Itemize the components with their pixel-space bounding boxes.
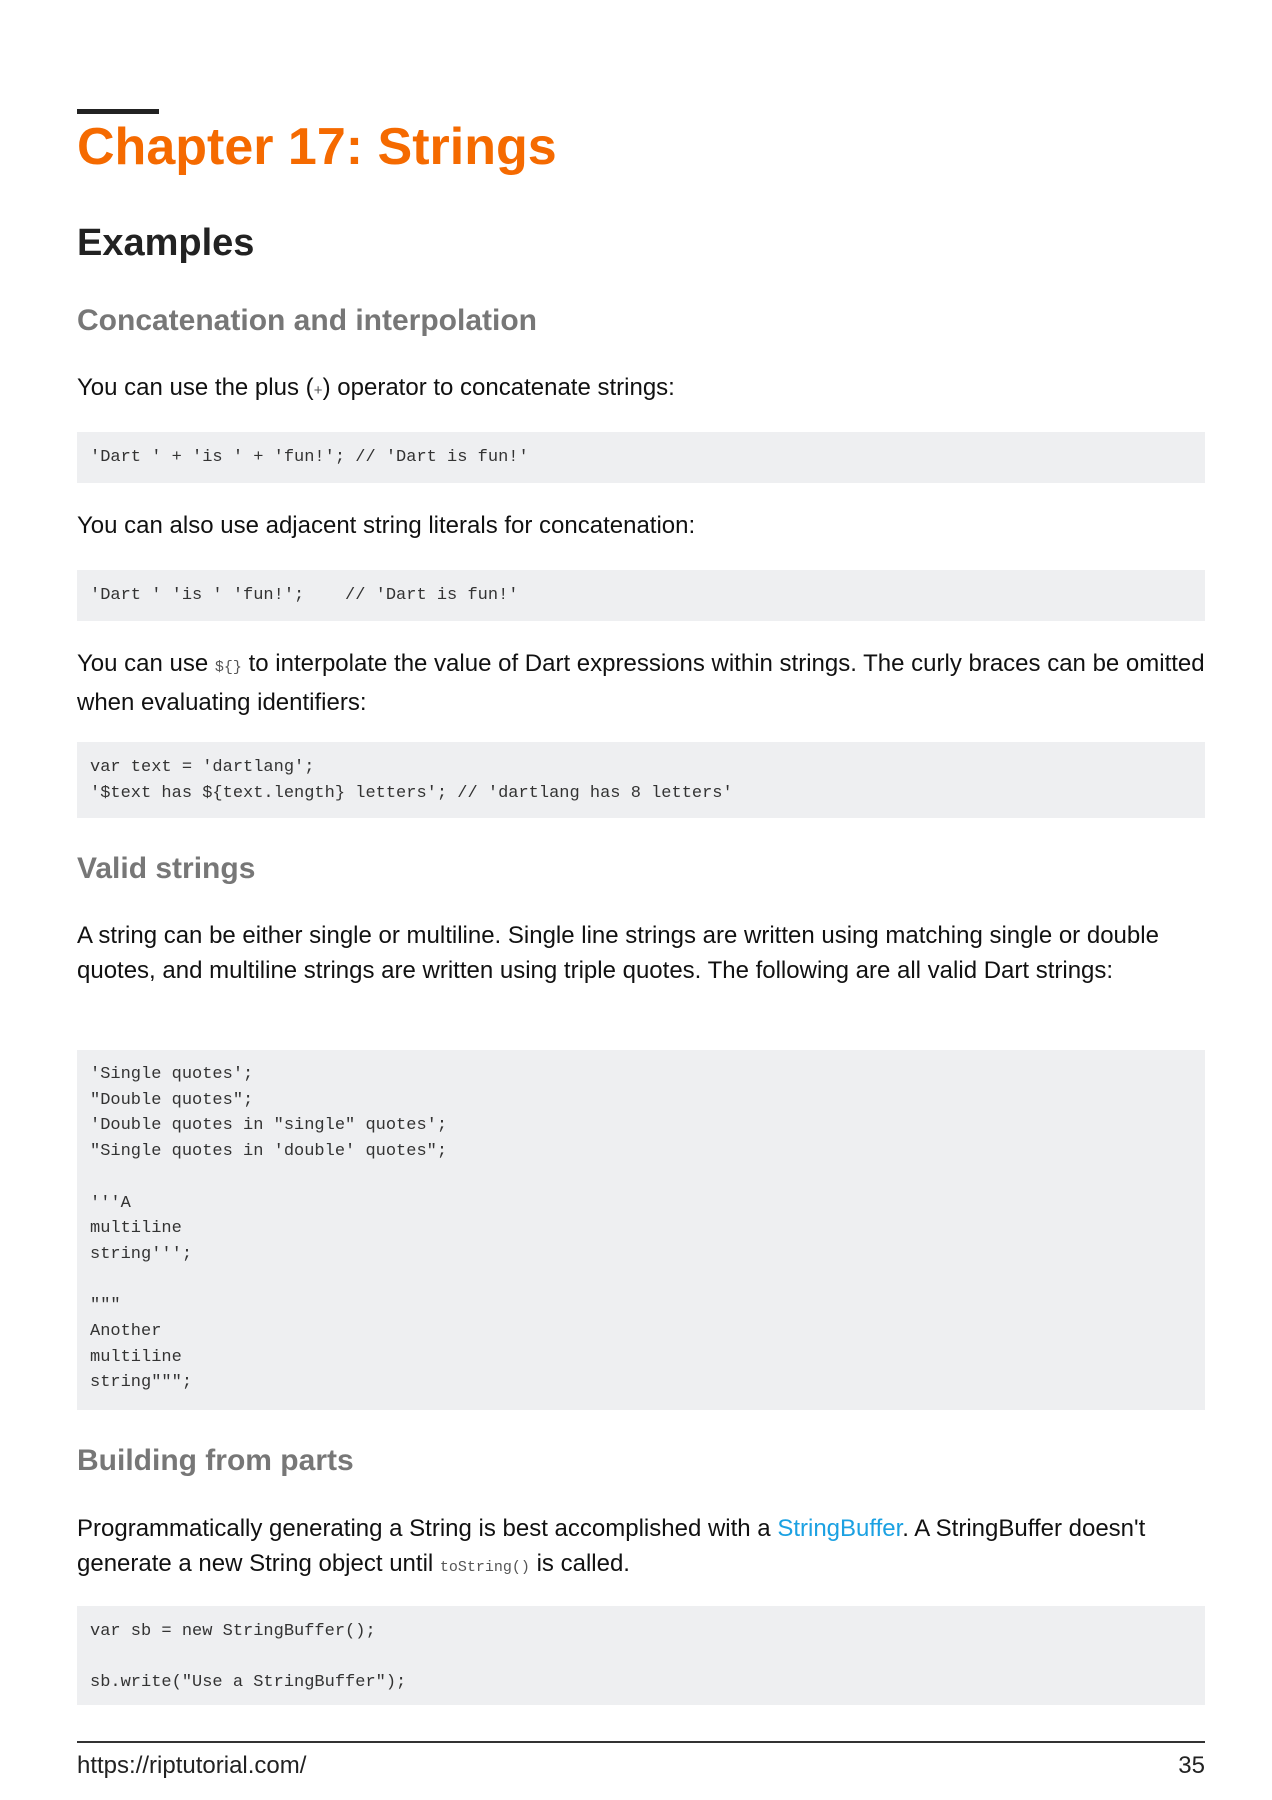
- text: . A StringBuffer doesn't generate a new String object until: [77, 1515, 1146, 1577]
- code-block: 'Dart ' 'is ' 'fun!'; // 'Dart is fun!': [77, 570, 1205, 621]
- text: You can use: [77, 650, 215, 677]
- page-footer: [77, 1749, 1205, 1783]
- code-block: 'Dart ' + 'is ' + 'fun!'; // 'Dart is fun!': [77, 432, 1205, 483]
- footer-rule: [77, 1741, 1205, 1743]
- heading-valid-strings: Valid strings: [77, 852, 256, 885]
- heading-concatenation: Concatenation and interpolation: [77, 304, 538, 337]
- inline-code: toString(): [439, 1558, 530, 1576]
- section-title: Examples: [77, 222, 255, 264]
- chapter-title: Chapter 17: Strings: [77, 118, 557, 176]
- text: Programmatically generating a String is best accomplished with a: [77, 1515, 778, 1542]
- code-block: var sb = new StringBuffer(); sb.write("Use a StringBuffer");: [77, 1606, 1205, 1705]
- text: is called.: [529, 1549, 630, 1577]
- inline-code: +: [313, 383, 323, 400]
- paragraph: [77, 647, 1205, 720]
- paragraph: A string can be either single or multiline. Single line strings are written using matching single or double quotes, and multiline strings are written using triple quotes. The following are all valid Dart strings:: [77, 922, 1159, 984]
- code-block: var text = 'dartlang'; '$text has ${text.length} letters'; // 'dartlang has 8 letters': [77, 742, 1205, 818]
- stringbuffer-link[interactable]: StringBuffer: [777, 1515, 903, 1542]
- paragraph: [77, 1512, 1205, 1585]
- footer-url: https://riptutorial.com/: [77, 1752, 307, 1779]
- text: You can use the plus (: [77, 374, 314, 401]
- inline-code: ${}: [214, 659, 242, 676]
- heading-building-from-parts: Building from parts: [77, 1444, 354, 1477]
- paragraph: [77, 371, 1205, 410]
- text: to interpolate the value of Dart expressions within strings. The curly braces can be omitted when evaluating identifiers:: [77, 650, 1205, 716]
- paragraph: You can also use adjacent string literals for concatenation:: [77, 512, 696, 539]
- page-number: 35: [1178, 1752, 1205, 1779]
- text: ) operator to concatenate strings:: [322, 374, 675, 401]
- code-block: 'Single quotes'; "Double quotes"; 'Double quotes in "single" quotes'; "Single quotes in 'double' quotes"; '''A multiline string'''; """ Another multiline string""";: [77, 1050, 1205, 1410]
